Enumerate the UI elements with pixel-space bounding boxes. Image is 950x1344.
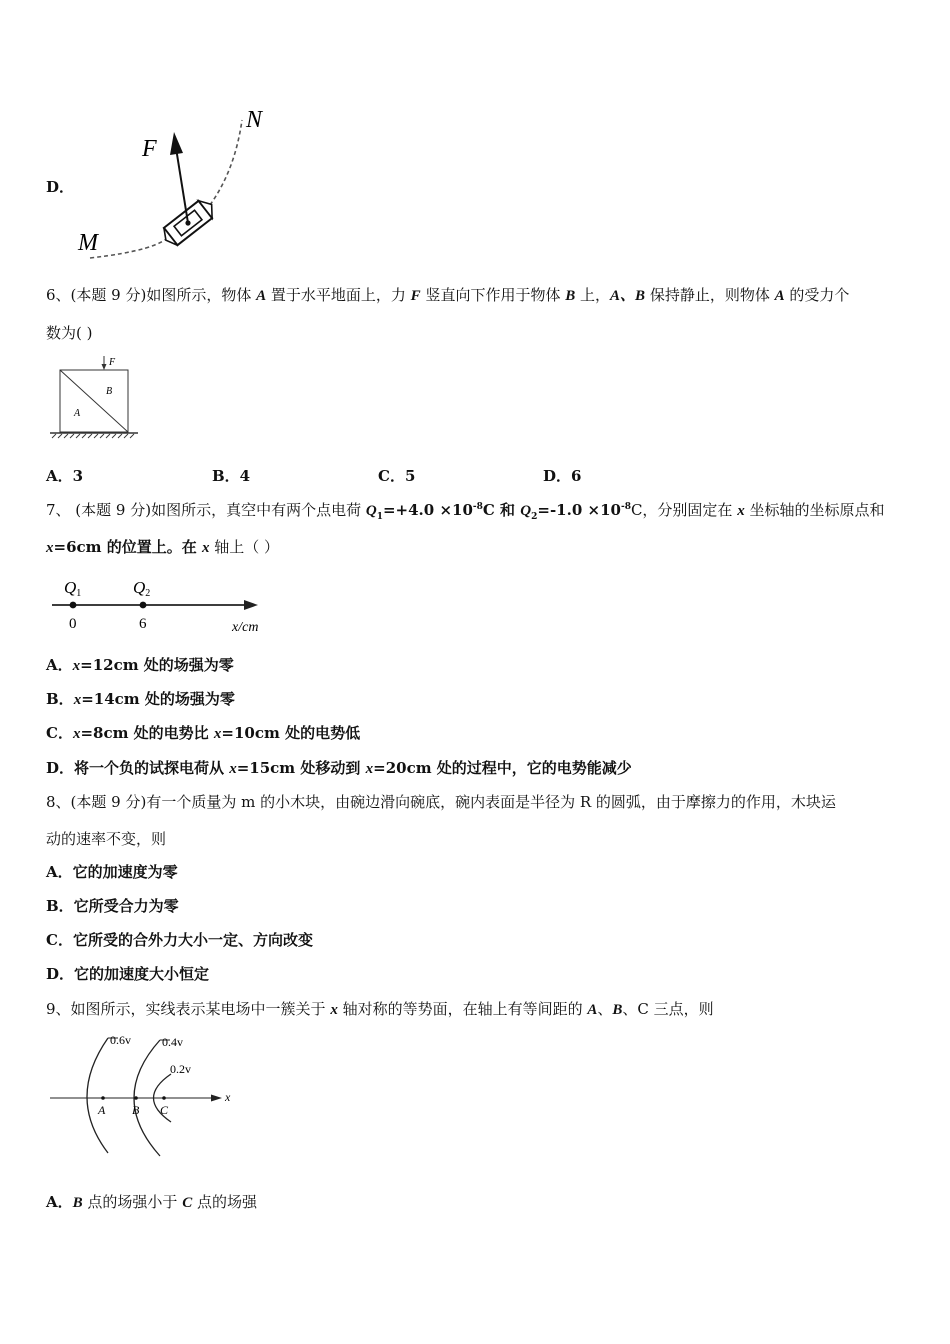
q8-option-c: C．它所受的合外力大小一定、方向改变	[46, 931, 313, 949]
q5-option-d: D．	[46, 178, 75, 196]
fig7-tick-6: 6	[139, 616, 147, 632]
q7-option-d: D．将一个负的试探电荷从 x=15cm 处移动到 x=20cm 处的过程中，它的电势能减少	[46, 759, 632, 777]
q9-stem: 9、如图所示，实线表示某电场中一簇关于 x 轴对称的等势面，在轴上有等间距的 A、B、C 三点，则	[46, 1000, 714, 1018]
q6-stem-line1: 6、(本题 9 分)如图所示，物体 A 置于水平地面上，力 F 竖直向下作用于物体 B 上，A、B 保持静止，则物体 A 的受力个	[46, 286, 850, 304]
q6-stem-line2: 数为( )	[46, 324, 93, 342]
fig9-label-04v: 0.4v	[162, 1035, 183, 1049]
fig5-label-f: F	[142, 136, 157, 162]
q9-option-a: A．B 点的场强小于 C 点的场强	[46, 1193, 257, 1211]
fig9-label-a: A	[98, 1103, 106, 1117]
q6-option-c: C．5	[378, 467, 416, 485]
q7-option-a: A．x=12cm 处的场强为零	[46, 656, 234, 674]
fig5-label-n: N	[246, 107, 263, 133]
fig9-label-02v: 0.2v	[170, 1062, 191, 1076]
q7-stem-line1: 7、 (本题 9 分)如图所示，真空中有两个点电荷 $Q_1=+4.0 \times 10^{-8}C$ 和 $Q_2=-1.0 \times 10^{-8}C$，分别固定在 x 坐标轴的坐标原点和	[46, 501, 885, 522]
fig5-boat-curve	[70, 100, 290, 270]
q7-option-b: B．x=14cm 处的场强为零	[46, 690, 235, 708]
q8-stem-line2: 动的速率不变，则	[46, 830, 167, 848]
fig9-label-b: B	[132, 1103, 140, 1117]
q7-stem-line2: x=6cm 的位置上。在 x 轴上（ ）	[46, 538, 280, 556]
q8-option-a: A．它的加速度为零	[46, 863, 178, 881]
q6-option-a: A．3	[46, 467, 84, 485]
fig7-q1-label: Q1	[64, 578, 82, 599]
fig9-label-06v: 0.6v	[110, 1033, 131, 1047]
fig6-label-f: F	[109, 357, 116, 368]
fig6-label-b: B	[106, 386, 113, 397]
q6-option-b: B．4	[212, 467, 251, 485]
q6-option-d: D．6	[543, 467, 582, 485]
fig9-label-x: x	[225, 1090, 231, 1104]
q8-option-b: B．它所受合力为零	[46, 897, 179, 915]
fig9-equipotential	[46, 1028, 246, 1158]
q8-option-d: D．它的加速度大小恒定	[46, 965, 210, 983]
fig9-label-c: C	[160, 1103, 169, 1117]
fig7-axis-label: x/cm	[232, 620, 259, 635]
fig7-q2-label: Q2	[133, 578, 151, 599]
q8-stem-line1: 8、(本题 9 分)有一个质量为 m 的小木块，由碗边滑向碗底，碗内表面是半径为 R 的圆弧，由于摩擦力的作用，木块运	[46, 793, 836, 811]
fig7-axis	[40, 575, 280, 640]
fig7-tick-0: 0	[69, 616, 77, 632]
fig6-label-a: A	[74, 408, 81, 419]
fig6-blocks	[46, 350, 146, 440]
fig5-label-m: M	[78, 230, 98, 256]
q7-option-c: C．x=8cm 处的电势比 x=10cm 处的电势低	[46, 724, 361, 742]
